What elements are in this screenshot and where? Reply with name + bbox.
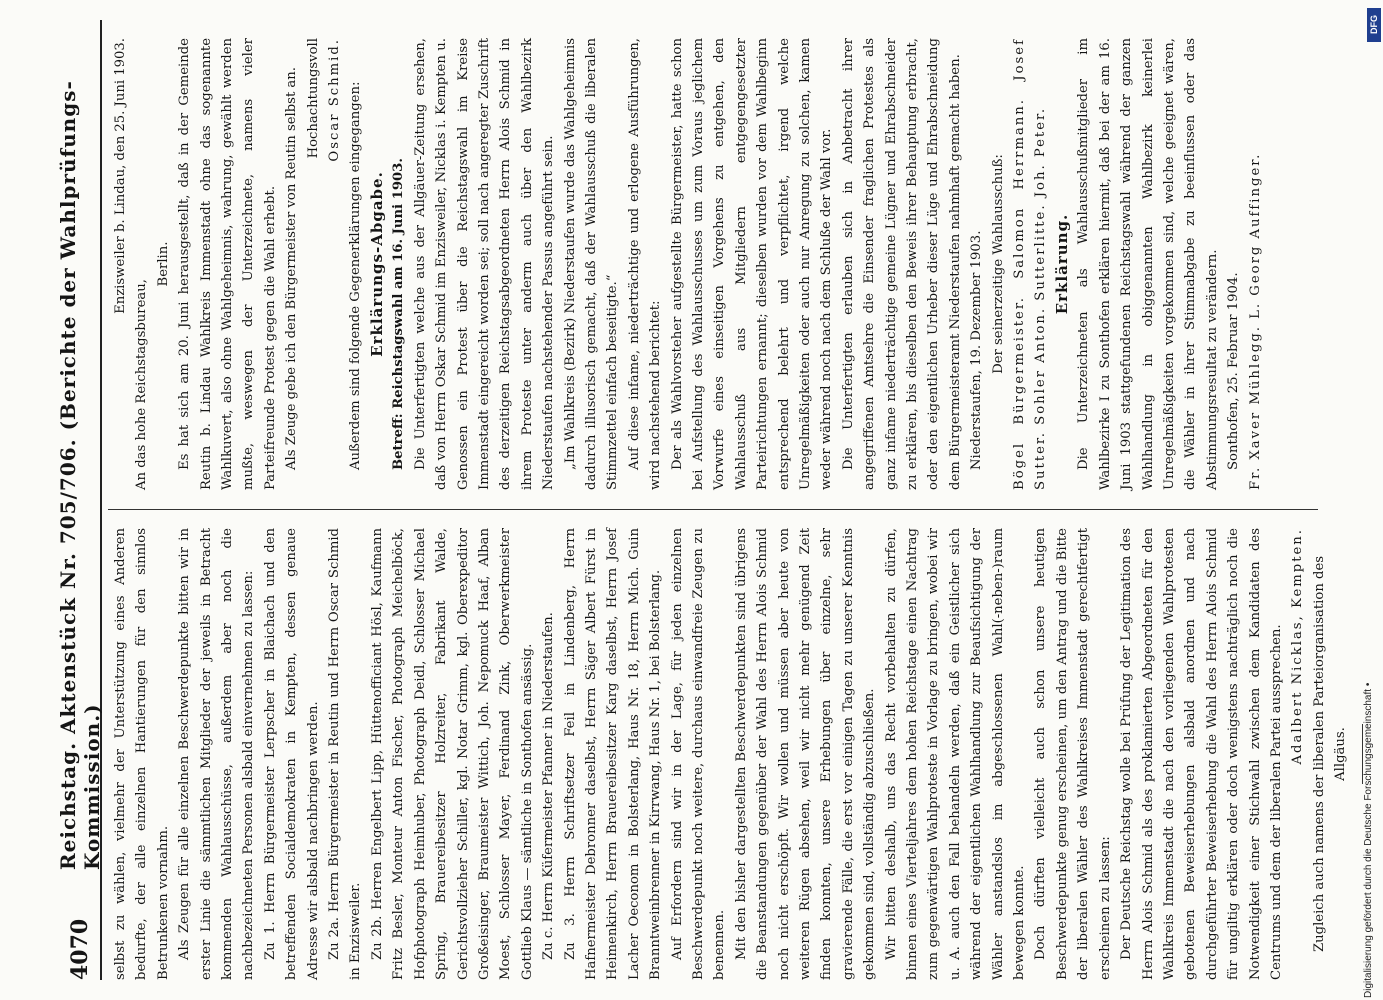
paragraph: Auf Erfordern sind wir in der Lage, für jeden einzelnen Beschwerdepunkt noch weitere, durchaus einwandfreie Zeugen zu benennen. xyxy=(669,528,728,980)
address-line: An das hohe Reichstagsbureau, xyxy=(134,279,150,490)
page-header xyxy=(56,20,104,980)
signature: Adalbert Nicklas, Kempten. xyxy=(1290,528,1306,765)
address-line: Berlin. xyxy=(155,241,171,287)
paragraph: Mit den bisher dargestellten Beschwerdepunkten sind übrigens die Beanstandungen gegenüber der Wahl des Herrn Alois Schmid noch nicht erschöpft. Wir wollen und müssen aber heute von weiteren Rügen absehen, weil wir nicht mehr genügend Zeit finden konnten, unsere Erhebungen über einzelne, sehr gravierende Fälle, die erst vor einigen Tagen zu unserer Kenntnis gekommen sind, vollständig abzuschließen. xyxy=(733,528,878,980)
paragraph: Zu 2b. Herren Engelbert Lipp, Hüttenofficiant Hösl, Kaufmann Fritz Besler, Monteur Anton Fischer, Photograph Meichelböck, Hofphotograph Heimhuber, Photograph Deidl, Schlosser Michael Spring, Brauereibesitzer Holzreiter, Fabrikant Walde, Gerichtsvollzieher Schiller, kgl. Notar Grimm, kgl. Oberexpeditor Großeisinger, Braumeister Wittich, Joh. Nepomuck Haaf, Alban Moest, Schlosser Mayer, Ferdinand Zink, Oberwerkmeister Gottlieb Klaus — sämtliche in Sonthofen ansässig. xyxy=(369,528,535,980)
section-title: Erklärungs-Abgabe. xyxy=(367,171,386,357)
place-date: Sonthofen, 25. Februar 1904. xyxy=(1226,272,1242,470)
place-date: Niederstaufen, 19. Dezember 1903. xyxy=(969,230,985,470)
signature: Oscar Schmid. xyxy=(327,38,343,162)
page-number: 4070 xyxy=(67,918,93,980)
right-column xyxy=(110,38,1320,490)
digitization-credit: Digitalisierung gefördert durch die Deutsche Forschungsgemeinschaft • xyxy=(1363,682,1374,998)
paragraph: Außerdem sind folgende Gegenerklärungen eingegangen: xyxy=(348,81,364,470)
paragraph: Die Unterfertigten erlauben sich in Anbetracht ihrer angegriffenen Amtsehre die Einsender fraglichen Protestes als ganz infame niederträchtige gemeine Lügner und Ehrabschneider zu erklären, bis dieselben den Beweis ihrer Behauptung erbracht, oder den eigentlichen Urheber dieser Lüge und Ehrabschneidung dem Bürgermeisteramt Niederstaufen nahmhaft gemacht haben. xyxy=(840,38,963,490)
paragraph: Zu 1. Herrn Bürgermeister Lerpscher in Blaichach und den betreffenden Socialdemokraten in Kempten, dessen genaue Adresse wir alsbald nachbringen werden. xyxy=(262,528,321,980)
paragraph: Als Zeugen für alle einzelnen Beschwerdepunkte bitten wir in erster Linie die sämmtlichen Mitglieder der jeweils in Betracht kommenden Wahlausschüsse, außerdem aber noch die nachbezeichneten Personen alsbald einvernehmen zu lassen: xyxy=(177,528,257,980)
paragraph: Zu c. Herrn Küfermeister Pfanner in Niederstaufen. xyxy=(541,612,557,960)
petition-paragraph: Der Deutsche Reichstag wolle bei Prüfung der Legitimation des Herrn Alois Schmid als des proklamierten Abgeordneten für den Wahlkreis Immenstadt die nach den vorliegenden Wahlprotesten gebotenen Beweiserhebungen alsbald anordnen und nach durchgeführter Beweiserhebung die Wahl des Herrn Alois Schmid für ungiltig erklären oder doch wenigstens nachträglich noch die Notwendigkeit einer Stichwahl zwischen dem Kandidaten des Centrums und dem der liberalen Partei aussprechen. xyxy=(1119,528,1284,980)
left-column xyxy=(110,528,1349,980)
closing: Hochachtungsvoll xyxy=(305,38,321,159)
signature-note: Zugleich auch namens der liberalen Parteiorganisation des Allgäus. xyxy=(1311,555,1349,953)
rotated-document-page xyxy=(56,20,1349,980)
committee-label: Der seinerzeitige Wahlausschuß: xyxy=(990,154,1006,374)
quote-paragraph: „Im Wahlkreis (Bezirk) Niederstaufen wurde das Wahlgeheimnis dadurch illusorisch gemacht, daß der Wahlausschuß die liberalen Stimmzettel einfach beseitigte.“ xyxy=(562,38,621,490)
section-title: Erklärung. xyxy=(1052,213,1071,315)
page-title: Reichstag. Aktenstück Nr. 705/706. (Berichte der Wahlprüfungs-Kommission.) xyxy=(56,80,104,870)
dfg-logo: DFG xyxy=(1367,8,1381,42)
signatories: Fr. Xaver Mühlegg. L. Georg Auffinger. xyxy=(1247,152,1263,490)
signatories: Bögel Bürgermeister. Salomon Herrmann. Josef Sutter. Sohler Anton. Sutterlitte. Joh. Peter. xyxy=(1012,38,1049,490)
paragraph: selbst zu wählen, vielmehr der Unterstützung eines Anderen bedurfte, der alle einzelnen Hantierungen für den sinnlos Betrunkenen vornahm. xyxy=(113,528,171,980)
paragraph: Als Zeuge gebe ich den Bürgermeister von Reutin selbst an. xyxy=(284,67,300,470)
paragraph: Zu 3. Herrn Schriftsetzer Feil in Lindenberg, Herrn Hafnermeister Debronner daselbst, Herrn Säger Albert Fürst in Heimenkirch, Herrn Brauereibesitzer Karg daselbst, Herrn Josef Lacher Oeconom in Bolsterlang, Haus Nr. 18, Herrn Mich. Guin Branntweinbrenner in Kirrwang, Haus Nr. 1, bei Bolsterlang. xyxy=(562,528,664,980)
paragraph: Der als Wahlvorsteher aufgestellte Bürgermeister, hatte schon bei Aufstellung des Wahlausschusses um zum Voraus jeglichem Vorwurfe eines einseitigen Vorgehens zu entgehen, den Wahlausschuß aus Mitgliedern entgegengesetzter Parteirichtungen ernannt; dieselben wurden vor dem Wahlbeginn entsprechend belehrt und verpflichtet, irgend welche Unregelmäßigkeiten oder auch nur Anregung zu solchen, kamen weder während noch nach dem Schluße der Wahl vor. xyxy=(669,38,835,490)
paragraph: Zu 2a. Herrn Bürgermeister in Reutin und Herrn Oscar Schmid in Enzisweiler. xyxy=(327,528,364,980)
place-date: Enzisweiler b. Lindau, den 25. Juni 1903. xyxy=(113,38,128,314)
paragraph: Wir bitten deshalb, uns das Recht vorbehalten zu dürfen, binnen eines Vierteljahres dem hohen Reichstage einen Nachtrag zum gegenwärtigen Wahlproteste in Vorlage zu bringen, wobei wir u. A. auch den Fall behandeln werden, daß ein Geistlicher sich während der eigentlichen Wahlhandlung zur Beaufsichtigung der Wähler anstandslos im abgeschlossenen Wahl(-neben-)raum bewegen konnte. xyxy=(883,528,1028,980)
paragraph: Die Unterzeichneten als Wahlausschußmitglieder im Wahlbezirke I zu Sonthofen erklären hiermit, daß bei der am 16. Juni 1903 stattgefundenen Reichstagswahl während der ganzen Wahlhandlung in obiggenannten Wahlbezirk keinerlei Unregelmäßigkeiten vorgekommen sind, welche geeignet wären, die Wähler in ihrer Stimmabgabe zu beeinflussen oder das Abstimmungsresultat zu verändern. xyxy=(1076,38,1220,490)
paragraph: Doch dürften vielleicht auch schon unsere heutigen Beschwerdepunkte genug erscheinen, um den Antrag und die Bitte der liberalen Wähler des Wahlkreises Immenstadt gerechtfertigt erscheinen zu lassen: xyxy=(1033,528,1113,980)
paragraph: Es hat sich am 20. Juni herausgestellt, daß in der Gemeinde Reutin b. Lindau Wahlkreis Immenstadt ohne das sogenannte Wahlkuvert, also ohne Wahlgeheimnis, wahrung, gewählt werden mußte, weswegen der Unterzeichnete, namens vieler Parteifreunde Protest gegen die Wahl erhebt. xyxy=(177,38,278,490)
section-subtitle: Betreff: Reichstagswahl am 16. Juni 1903. xyxy=(391,158,407,470)
paragraph: Die Unterfertigten welche aus der Allgäuer-Zeitung ersehen, daß von Herrn Oskar Schmid im Enzisweiler, Nicklas i. Kempten u. Genossen ein Protest über die Reichstagswahl im Kreise Immenstadt eingereicht worden sei; soll nach angeregter Zuschrift des derzeitigen Reichstagsabgeordneten Herrn Alois Schmid in ihrem Proteste unter anderm auch über den Wahlbezirk Niederstaufen nachstehender Passus angeführt sein. xyxy=(412,38,557,490)
column-divider xyxy=(108,509,1318,510)
paragraph: Auf diese infame, niederträchtige und erlogene Ausführungen, wird nachstehend berichtet: xyxy=(626,38,664,490)
